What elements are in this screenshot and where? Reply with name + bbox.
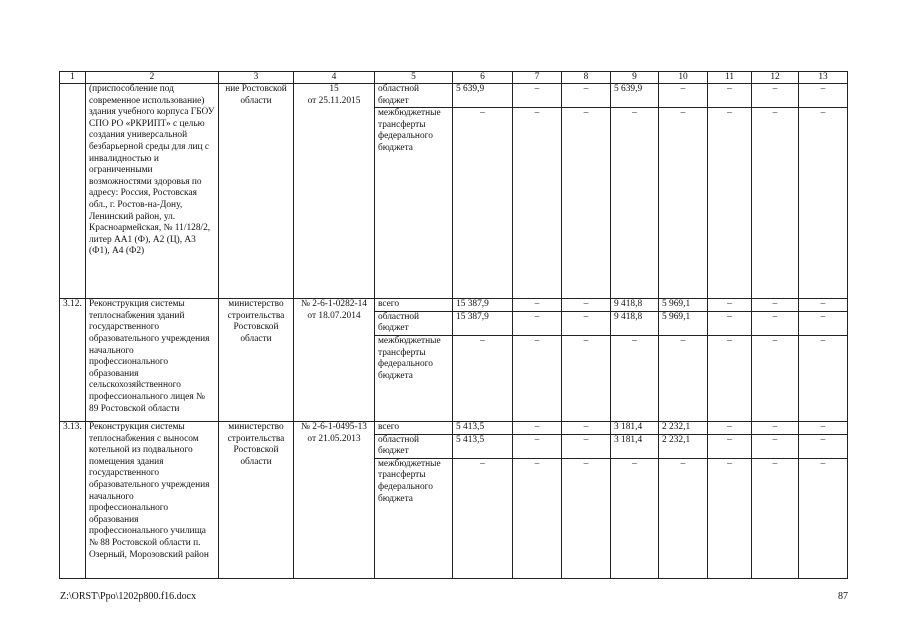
- value-cell: –: [799, 458, 848, 578]
- value-cell: 2 232,1: [659, 434, 708, 458]
- item-name: (приспособление под современное использование) здания учебного корпуса ГБОУ СПО РО «РКРИПТ» с целью создания универсальной безбарьерной среды для лиц с инвалидностью и ограниченными возможностями здоровья по адресу: Россия, Ростовская обл., г. Ростов-на-Дону, Ленинский район, ул. Красноармейская, № 11/128/2, литер АА1 (Ф), А2 (Ц), А3 (Ф1), А4 (Ф2): [86, 84, 219, 299]
- value-cell: –: [513, 335, 562, 421]
- funding-source: областной бюджет: [375, 84, 453, 108]
- value-cell: –: [513, 84, 562, 108]
- value-cell: –: [562, 434, 611, 458]
- value-cell: –: [799, 421, 848, 434]
- item-number: [60, 84, 86, 299]
- funding-source: всего: [375, 421, 453, 434]
- value-cell: –: [562, 311, 611, 335]
- value-cell: –: [752, 458, 799, 578]
- item-number: 3.12.: [60, 299, 86, 422]
- value-cell: 9 418,8: [611, 311, 659, 335]
- value-cell: –: [799, 434, 848, 458]
- funding-source: областной бюджет: [375, 311, 453, 335]
- item-customer: ние Ростовской области: [219, 84, 294, 299]
- value-cell: –: [708, 434, 752, 458]
- value-cell: –: [799, 299, 848, 312]
- value-cell: –: [513, 311, 562, 335]
- column-number: 13: [799, 72, 848, 84]
- funding-source: всего: [375, 299, 453, 312]
- value-cell: –: [562, 421, 611, 434]
- table-row: [60, 84, 848, 108]
- value-cell: –: [562, 458, 611, 578]
- value-cell: –: [611, 458, 659, 578]
- value-cell: –: [752, 421, 799, 434]
- value-cell: 5 413,5: [453, 434, 513, 458]
- value-cell: –: [562, 84, 611, 108]
- value-cell: 15 387,9: [453, 311, 513, 335]
- value-cell: –: [513, 434, 562, 458]
- column-number: 11: [708, 72, 752, 84]
- value-cell: –: [453, 108, 513, 299]
- funding-source: областной бюджет: [375, 434, 453, 458]
- item-customer: министерство строительства Ростовской области: [219, 421, 294, 578]
- funding-source: межбюджетные трансферты федерального бюджета: [375, 458, 453, 578]
- value-cell: –: [708, 458, 752, 578]
- value-cell: –: [513, 299, 562, 312]
- item-name: Реконструкция системы теплоснабжения с выносом котельной из подвального помещения здания государственного образовательного учреждения начального профессионального образования профессионального училища № 88 Ростовской области п. Озерный, Морозовский район: [86, 421, 219, 578]
- value-cell: 5 639,9: [453, 84, 513, 108]
- value-cell: –: [611, 108, 659, 299]
- funding-source: межбюджетные трансферты федерального бюджета: [375, 108, 453, 299]
- value-cell: –: [752, 84, 799, 108]
- table-row: [60, 299, 848, 312]
- value-cell: –: [708, 299, 752, 312]
- column-number: 1: [60, 72, 86, 84]
- value-cell: –: [562, 108, 611, 299]
- value-cell: –: [708, 335, 752, 421]
- value-cell: –: [708, 108, 752, 299]
- value-cell: –: [708, 311, 752, 335]
- column-number: 5: [375, 72, 453, 84]
- value-cell: –: [659, 108, 708, 299]
- value-cell: 15 387,9: [453, 299, 513, 312]
- item-document: № 2-6-1-0495-13 от 21.05.2013: [294, 421, 375, 578]
- value-cell: 5 969,1: [659, 311, 708, 335]
- column-number: 4: [294, 72, 375, 84]
- page-number: 87: [838, 591, 848, 602]
- value-cell: –: [799, 84, 848, 108]
- column-number: 6: [453, 72, 513, 84]
- column-number: 7: [513, 72, 562, 84]
- column-number: 10: [659, 72, 708, 84]
- item-document: № 2-6-1-0282-14 от 18.07.2014: [294, 299, 375, 422]
- value-cell: –: [752, 299, 799, 312]
- column-number-row: [60, 72, 848, 84]
- column-number: 2: [86, 72, 219, 84]
- value-cell: –: [659, 84, 708, 108]
- value-cell: 5 969,1: [659, 299, 708, 312]
- item-customer: министерство строительства Ростовской области: [219, 299, 294, 422]
- value-cell: –: [453, 335, 513, 421]
- value-cell: –: [611, 335, 659, 421]
- value-cell: 3 181,4: [611, 421, 659, 434]
- funding-source: межбюджетные трансферты федерального бюджета: [375, 335, 453, 421]
- value-cell: –: [659, 458, 708, 578]
- value-cell: –: [513, 421, 562, 434]
- value-cell: –: [752, 108, 799, 299]
- column-number: 12: [752, 72, 799, 84]
- footer-file-path: Z:\ORST\Ppo\1202p800.f16.docx: [60, 591, 197, 602]
- value-cell: 9 418,8: [611, 299, 659, 312]
- column-number: 8: [562, 72, 611, 84]
- value-cell: 3 181,4: [611, 434, 659, 458]
- item-number: 3.13.: [60, 421, 86, 578]
- value-cell: –: [562, 335, 611, 421]
- value-cell: –: [659, 335, 708, 421]
- value-cell: –: [513, 458, 562, 578]
- column-number: 3: [219, 72, 294, 84]
- value-cell: –: [799, 311, 848, 335]
- value-cell: –: [799, 108, 848, 299]
- budget-table: [59, 71, 848, 579]
- value-cell: 5 413,5: [453, 421, 513, 434]
- value-cell: –: [752, 311, 799, 335]
- column-number: 9: [611, 72, 659, 84]
- value-cell: –: [708, 84, 752, 108]
- value-cell: –: [799, 335, 848, 421]
- value-cell: 5 639,9: [611, 84, 659, 108]
- value-cell: –: [752, 434, 799, 458]
- value-cell: 2 232,1: [659, 421, 708, 434]
- item-document: 15 от 25.11.2015: [294, 84, 375, 299]
- value-cell: –: [562, 299, 611, 312]
- value-cell: –: [453, 458, 513, 578]
- item-name: Реконструкция системы теплоснабжения зданий государственного образовательного учреждения начального профессионального образования сельскохозяйственного профессионального лицея № 89 Ростовской области: [86, 299, 219, 422]
- table-row: [60, 421, 848, 434]
- value-cell: –: [513, 108, 562, 299]
- value-cell: –: [752, 335, 799, 421]
- value-cell: –: [708, 421, 752, 434]
